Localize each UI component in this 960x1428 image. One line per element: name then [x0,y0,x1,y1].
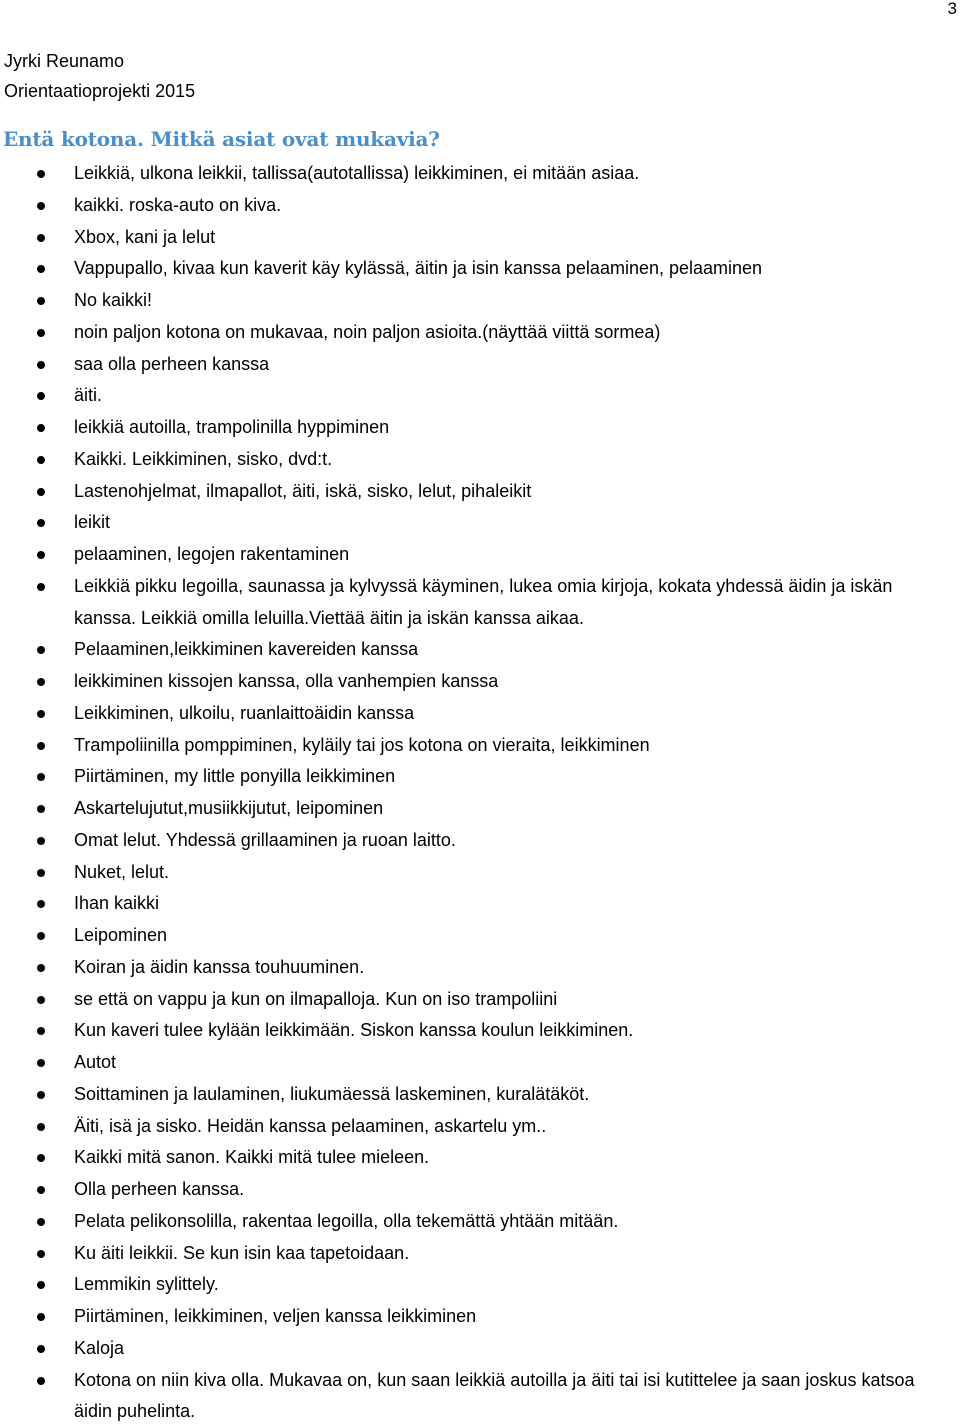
answer-item [0,857,945,889]
answer-text: Leikkiä, ulkona leikkii, tallissa(autotallissa) leikkiminen, ei mitään asiaa. [74,163,639,183]
answer-text: Kaloja [74,1338,124,1358]
answer-item [0,825,945,857]
answer-item [0,285,945,317]
answer-text: Lastenohjelmat, ilmapallot, äiti, iskä, sisko, lelut, pihaleikit [74,481,531,501]
answer-item [0,761,945,793]
bullet-icon [37,1377,45,1385]
bullet-icon [37,805,45,813]
answer-item [0,1015,945,1047]
bullet-icon [37,1313,45,1321]
answer-item [0,1269,945,1301]
answer-text: Kun kaveri tulee kylään leikkimään. Siskon kanssa koulun leikkiminen. [74,1020,633,1040]
answer-text: Askartelujutut,musiikkijutut, leipominen [74,798,383,818]
bullet-icon [37,678,45,686]
answer-item [0,190,945,222]
answer-item [0,317,945,349]
bullet-icon [37,424,45,432]
bullet-icon [37,1027,45,1035]
bullet-icon [37,1091,45,1099]
answer-text: leikkiä autoilla, trampolinilla hyppiminen [74,417,389,437]
bullet-icon [37,297,45,305]
answer-item [0,920,945,952]
bullet-icon [37,964,45,972]
bullet-icon [37,170,45,178]
answer-item [0,507,945,539]
answer-item [0,476,945,508]
bullet-icon [37,932,45,940]
bullet-icon [37,1281,45,1289]
project-name: Orientaatioprojekti 2015 [4,76,195,106]
answer-text: Vappupallo, kivaa kun kaverit käy kylässä, äitin ja isin kanssa pelaaminen, pelaaminen [74,258,762,278]
document-header [4,46,195,106]
answer-item [0,1333,945,1365]
answer-item [0,984,945,1016]
bullet-icon [37,837,45,845]
bullet-icon [37,202,45,210]
answer-text: Äiti, isä ja sisko. Heidän kanssa pelaaminen, askartelu ym.. [74,1116,546,1136]
answer-item [0,698,945,730]
bullet-icon [37,773,45,781]
answer-item [0,158,945,190]
bullet-icon [37,329,45,337]
answer-item [0,1079,945,1111]
answer-item [0,412,945,444]
answer-text: Soittaminen ja laulaminen, liukumäessä laskeminen, kuralätäköt. [74,1084,589,1104]
answer-text: noin paljon kotona on mukavaa, noin paljon asioita.(näyttää viittä sormea) [74,322,660,342]
bullet-icon [37,392,45,400]
bullet-icon [37,583,45,591]
answer-text: saa olla perheen kanssa [74,354,269,374]
answer-item [0,1206,945,1238]
bullet-icon [37,456,45,464]
answer-item [0,444,945,476]
answer-text: Lemmikin sylittely. [74,1274,219,1294]
answer-text: Trampoliinilla pomppiminen, kyläily tai jos kotona on vieraita, leikkiminen [74,735,650,755]
bullet-icon [37,519,45,527]
page-number: 3 [948,0,957,18]
answer-item [0,952,945,984]
answer-text: Ku äiti leikkii. Se kun isin kaa tapetoidaan. [74,1243,409,1263]
answer-text: Pelaaminen,leikkiminen kavereiden kanssa [74,639,418,659]
bullet-icon [37,488,45,496]
bullet-icon [37,265,45,273]
bullet-icon [37,1154,45,1162]
bullet-icon [37,996,45,1004]
answer-item [0,380,945,412]
answer-item [0,349,945,381]
answer-item [0,1365,945,1428]
answer-text: Autot [74,1052,116,1072]
answer-item [0,1111,945,1143]
answer-item [0,634,945,666]
bullet-icon [37,1218,45,1226]
answer-item [0,222,945,254]
answer-text: Piirtäminen, leikkiminen, veljen kanssa leikkiminen [74,1306,476,1326]
author-name: Jyrki Reunamo [4,46,195,76]
answer-text: Kaikki mitä sanon. Kaikki mitä tulee mieleen. [74,1147,429,1167]
bullet-icon [37,742,45,750]
answer-text: kaikki. roska-auto on kiva. [74,195,281,215]
answer-text: äiti. [74,385,102,405]
answer-text: leikit [74,512,110,532]
answer-text: se että on vappu ja kun on ilmapalloja. Kun on iso trampoliini [74,989,557,1009]
answer-text: Xbox, kani ja lelut [74,227,215,247]
answer-item [0,1174,945,1206]
answer-text: Ihan kaikki [74,893,159,913]
answer-text: Leipominen [74,925,167,945]
answer-text: No kaikki! [74,290,152,310]
answer-item [0,253,945,285]
answer-item [0,888,945,920]
answer-text: Olla perheen kanssa. [74,1179,244,1199]
answer-text: Leikkiä pikku legoilla, saunassa ja kylvyssä käyminen, lukea omia kirjoja, kokata yhdessä äidin ja iskän kanssa. Leikkiä omilla leluilla.Viettää äitin ja iskän kanssa aikaa. [74,576,892,628]
answer-text: leikkiminen kissojen kanssa, olla vanhempien kanssa [74,671,498,691]
section-heading: Entä kotona. Mitkä asiat ovat mukavia? [3,124,440,154]
bullet-icon [37,869,45,877]
bullet-icon [37,1250,45,1258]
answer-item [0,730,945,762]
bullet-icon [37,361,45,369]
answer-text: Nuket, lelut. [74,862,169,882]
answer-item [0,1047,945,1079]
answer-item [0,1142,945,1174]
answer-text: Piirtäminen, my little ponyilla leikkiminen [74,766,395,786]
bullet-icon [37,1345,45,1353]
answer-text: Kotona on niin kiva olla. Mukavaa on, kun saan leikkiä autoilla ja äiti tai isi kutittelee ja saan joskus katsoa äidin puhelinta. [74,1370,914,1422]
bullet-icon [37,710,45,718]
answers-list [0,158,945,1428]
answer-item [0,1301,945,1333]
answer-item [0,666,945,698]
bullet-icon [37,234,45,242]
answer-item [0,539,945,571]
answer-text: pelaaminen, legojen rakentaminen [74,544,349,564]
answer-item [0,571,945,635]
bullet-icon [37,1123,45,1131]
bullet-icon [37,551,45,559]
answer-text: Koiran ja äidin kanssa touhuuminen. [74,957,364,977]
answer-text: Kaikki. Leikkiminen, sisko, dvd:t. [74,449,332,469]
bullet-icon [37,900,45,908]
answer-item [0,1238,945,1270]
answer-item [0,793,945,825]
bullet-icon [37,1059,45,1067]
answer-text: Pelata pelikonsolilla, rakentaa legoilla, olla tekemättä yhtään mitään. [74,1211,618,1231]
answer-text: Omat lelut. Yhdessä grillaaminen ja ruoan laitto. [74,830,456,850]
bullet-icon [37,1186,45,1194]
bullet-icon [37,646,45,654]
answer-text: Leikkiminen, ulkoilu, ruanlaittoäidin kanssa [74,703,414,723]
